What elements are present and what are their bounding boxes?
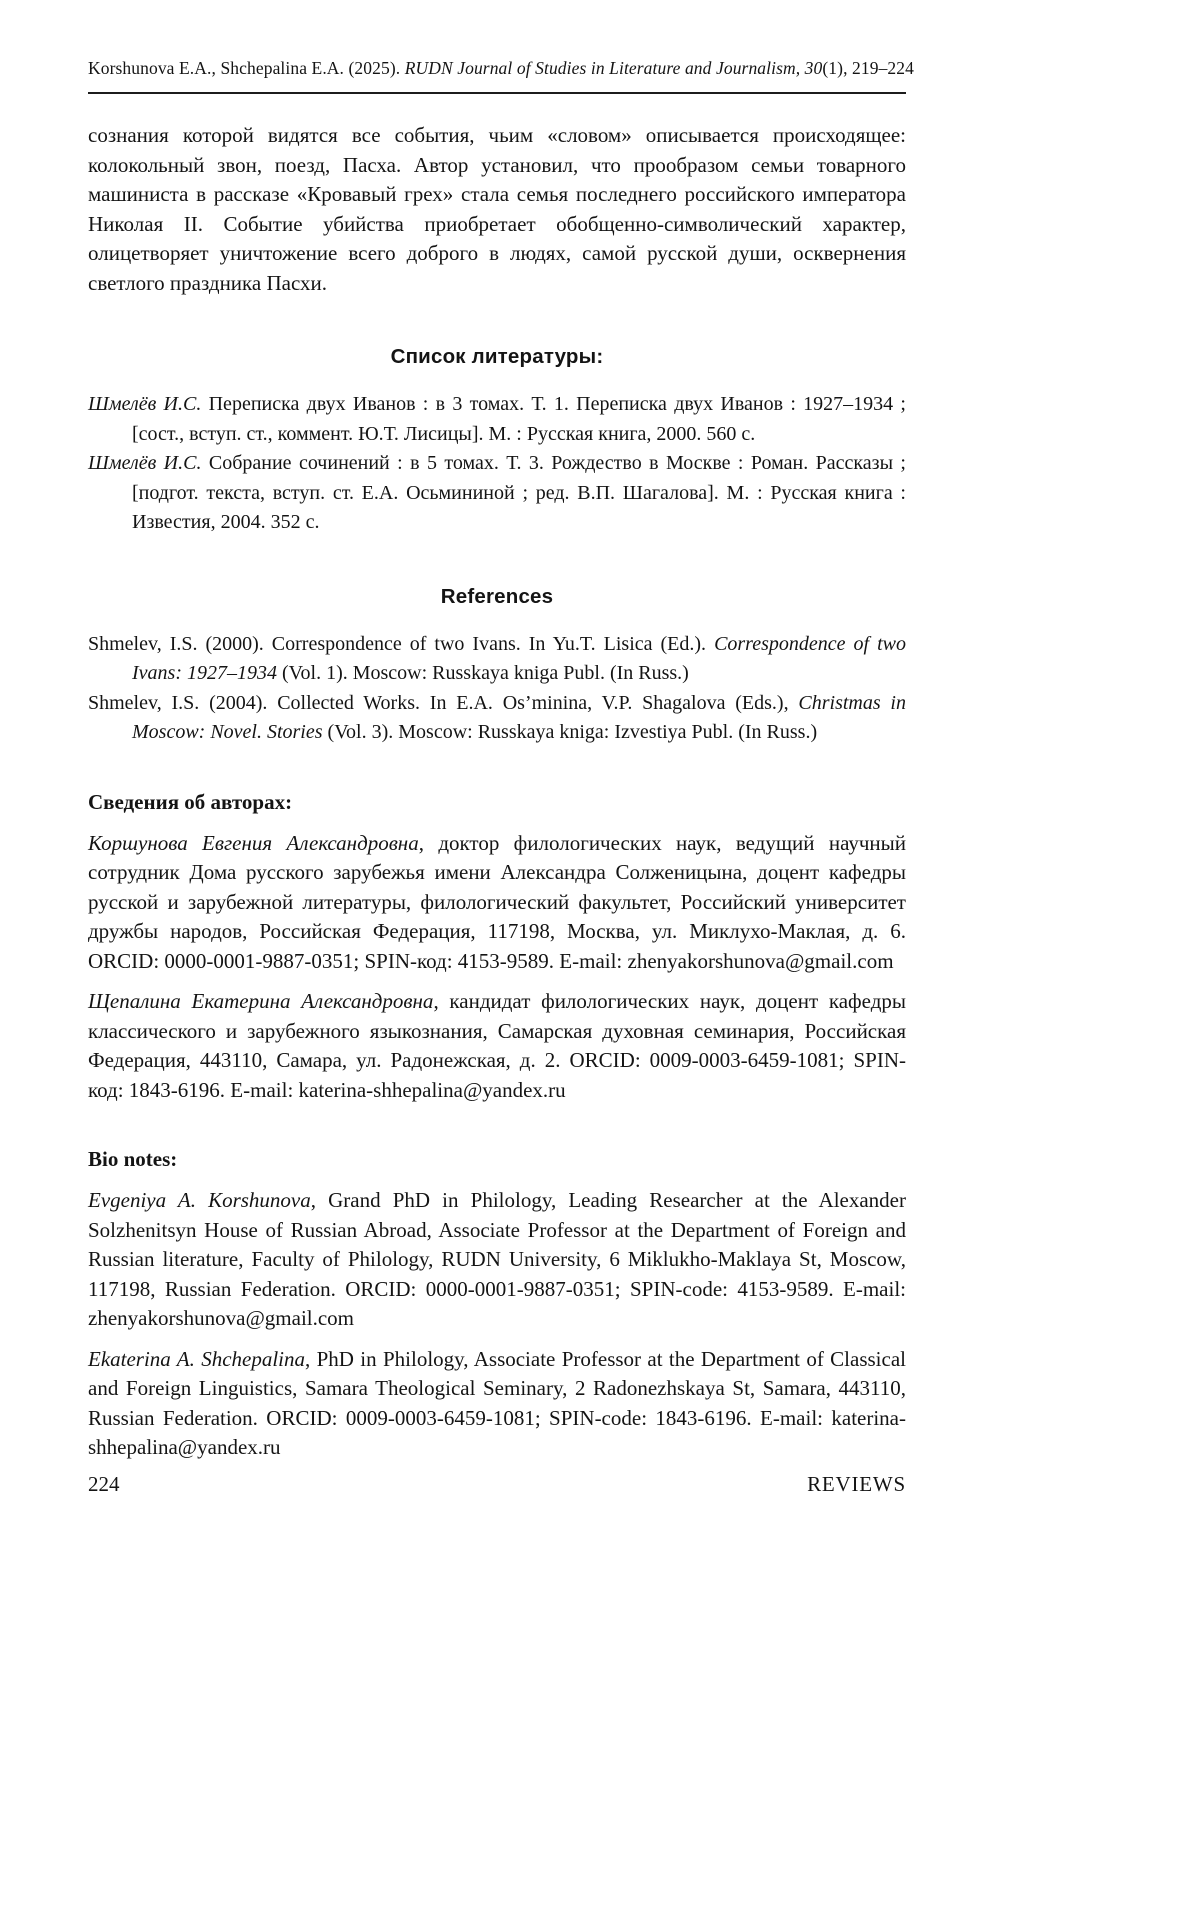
reference-item-ru-2 [88, 449, 906, 538]
author-bio-ru-1 [88, 829, 906, 977]
author-bio-ru-2 [88, 987, 906, 1105]
reference-author: Шмелёв И.С. [88, 452, 202, 474]
author-name: Коршунова Евгения Александровна [88, 830, 419, 855]
reference-text: Переписка двух Иванов : в 3 томах. Т. 1. Переписка двух Иванов : 1927–1934 ; [сост., вступ. ст., коммент. Ю.Т. Лисицы]. М. : Русская книга, 2000. 560 с. [132, 393, 906, 445]
page-number: 224 [88, 1472, 120, 1496]
author-name: Щепалина Екатерина Александровна [88, 989, 434, 1013]
reference-text: Shmelev, I.S. (2004). Collected Works. In E.A. Os’minina, V.P. Shagalova (Eds.), [88, 691, 799, 714]
author-name: Ekaterina A. Shchepalina [88, 1346, 306, 1371]
author-bio-text: , Grand PhD in Philology, Leading Researcher at the Alexander Solzhenitsyn House of Russian Abroad, Associate Professor at the Department of Foreign and Russian literature, Faculty of Philology, RUDN University, 6 Miklukho-Maklaya St, Moscow, 117198, Russian Federation. ORCID: 0000-0001-9887-0351; SPIN-code: 4153-9589. E-mail: zhenyakorshunova@gmail.com [88, 1188, 906, 1330]
running-head [88, 58, 914, 79]
author-bio-en-2 [88, 1345, 906, 1463]
reference-text: (Vol. 3). Moscow: Russkaya kniga: Izvestiya Publ. (In Russ.) [322, 721, 818, 743]
header-rule [88, 92, 906, 94]
running-head-journal-title: RUDN Journal of Studies in Literature and Journalism, 30 [404, 58, 823, 78]
body-paragraph: сознания которой видятся все события, чьим «словом» описывается происходящее: колокольный звон, поезд, Пасха. Автор установил, что прообразом семьи товарного машиниста в рассказе «Кровавый грех» стала семья последнего российского императора Николая II. Событие убийства приобретает обобщенно-символический характер, олицетворяет уничтожение всего доброго в людях, самой русской души, осквернения светлого праздника Пасхи. [88, 123, 906, 295]
author-bio-en-1 [88, 1186, 906, 1334]
reference-item-en-2 [88, 689, 906, 748]
reference-item-en-1 [88, 630, 906, 689]
reference-book-title: Christmas in Moscow: Novel. Stories [132, 691, 906, 743]
reference-item-ru-1 [88, 390, 906, 449]
author-bio-text: , кандидат филологических наук, доцент кафедры классического и зарубежного языкознания, Самарская духовная семинария, Российская Федерация, 443110, Самара, ул. Радонежская, д. 2. ORCID: 0009-0003-6459-1081; SPIN-код: 1843-6196. E-mail: katerina-shhepalina@yandex.ru [88, 989, 906, 1102]
section-title-references-en: References [440, 584, 554, 608]
reference-author: Шмелёв И.С. [88, 393, 202, 415]
running-head-authors: Korshunova E.A., Shchepalina E.A. (2025). [88, 58, 405, 78]
page-content [88, 58, 914, 1474]
reference-text: Собрание сочинений : в 5 томах. Т. 3. Рождество в Москве : Роман. Рассказы ; [подгот. текста, вступ. ст. Е.А. Осьмининой ; ред. В.П. Шагалова]. М. : Русская книга : Известия, 2004. 352 с. [132, 452, 906, 533]
running-head-issue-pages: (1), 219–224 [822, 58, 914, 78]
page-footer [88, 1472, 906, 1497]
author-bio-text: , PhD in Philology, Associate Professor at the Department of Classical and Foreign Linguistics, Samara Theological Seminary, 2 Radonezhskaya St, Samara, 443110, Russian Federation. ORCID: 0009-0003-6459-1081; SPIN-code: 1843-6196. E-mail: katerina-shhepalina@yandex.ru [88, 1346, 906, 1459]
running-footer-title: REVIEWS [807, 1472, 906, 1496]
reference-text: Shmelev, I.S. (2000). Correspondence of two Ivans. In Yu.T. Lisica (Ed.). [88, 632, 715, 655]
section-title-references-ru: Список литературы: [390, 345, 604, 368]
author-bio-text: , доктор филологических наук, ведущий научный сотрудник Дома русского зарубежья имени Александра Солженицына, доцент кафедры русской и зарубежной литературы, филологический факультет, Российский университет дружбы народов, Российская Федерация, 117198, Москва, ул. Миклухо-Маклая, д. 6. ORCID: 0000-0001-9887-0351; SPIN-код: 4153-9589. E-mail: zhenyakorshunova@gmail.com [88, 830, 906, 973]
reference-book-title: Correspondence of two Ivans: 1927–1934 [132, 632, 906, 684]
author-name: Evgeniya A. Korshunova [88, 1188, 311, 1212]
section-title-authors-ru: Сведения об авторах: [88, 789, 293, 814]
section-title-bio-notes: Bio notes: [88, 1147, 178, 1171]
reference-text: (Vol. 1). Moscow: Russkaya kniga Publ. (In Russ.) [276, 662, 689, 684]
